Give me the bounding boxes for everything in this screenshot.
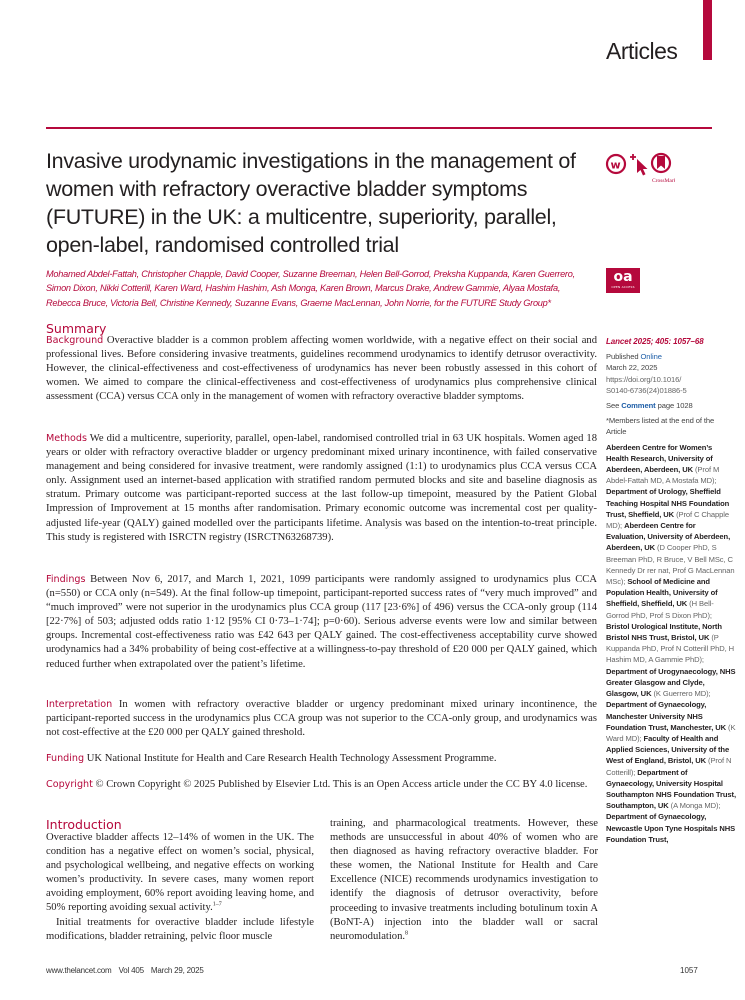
methods-text: We did a multicentre, superiority, parallel, open-label, randomised controlled trial in 63 UK hospitals. Women aged 18 years or older with refractory overactive bladder or urgency predominant mixed urinary incontinence, with failed conservative management and being considered for invasive treatment, were randomly assigned (1:1) to urodynamics plus CCA versus CCA only. Assignment used an internet-based application with stratified random permuted blocks and site and baseline diagnosis as stratum. Primary outcome was participant-reported success at the last follow-up timepoint, measured by the Patient Global Impression of Improvement at 15 months after randomisation. Primary economic outcome was incremental cost per quality-adjusted life-year (QALY) gained modelled over the participants lifetime. Analysis was based on the intention-to-treat principle. This study is registered with ISRCTN registry (ISRCTN63268739). <box>46 433 597 543</box>
affiliations <box>606 442 736 845</box>
findings-label: Findings <box>46 574 86 585</box>
affiliation-people: (Prof N Cotterill); <box>606 756 732 777</box>
affiliation-people: (K Guerrero MD); <box>653 689 711 699</box>
intro-paragraph-text: training, and pharmacological treatments. However, these methods are unsuccessful in about 40% of women who are then diagnosed as having refractory overactive bladder. For these women, the National Institute for Health and Care Excellence (NICE) recommends urodynamics investigation to identify the diagnosis of detrusor overactivity, before proceeding to invasive treatments including botulinum toxin A (BoNT-A) injection into the bladder wall or sacral neuromodulation. <box>330 818 598 942</box>
affiliation-institution: Department of Gynaecology, Manchester University NHS Foundation Trust, Manchester, UK <box>606 700 726 732</box>
affiliation-institution: Department of Urology, Sheffield Teaching Hospital NHS Foundation Trust, Sheffield, UK <box>606 487 730 519</box>
see-prefix: See <box>606 401 622 411</box>
abstract-background <box>46 334 597 404</box>
published-online-link[interactable]: Online <box>640 352 662 362</box>
open-access-badge <box>606 268 640 293</box>
funding-text: UK National Institute for Health and Care Research Health Technology Assessment Programme. <box>86 753 497 764</box>
citation-superscript[interactable]: 8 <box>405 930 409 937</box>
article-title: Invasive urodynamic investigations in the management of women with refractory overactive bladder symptoms (FUTURE) in the UK: a multicentre, superiority, parallel, open-label, randomised controlled trial <box>46 149 576 257</box>
abstract-interpretation <box>46 698 597 740</box>
affiliation-institution: Aberdeen Centre for Evaluation, University of Aberdeen, Aberdeen, UK <box>606 521 731 553</box>
see-suffix: page 1028 <box>655 401 693 411</box>
abstract-findings <box>46 573 597 672</box>
author-list: Mohamed Abdel-Fattah, Christopher Chapple, David Cooper, Suzanne Breeman, Helen Bell-Gorrod, Preksha Kuppanda, Karen Guerrero, Simon Dixon, Nikki Cotterill, Karen Ward, Hashim Hashim, Ash Monga, Karen Brown, Marcus Drake, Andrew Gammie, Alyaa Mostafa, Rebecca Bruce, Victoria Bell, Christine Kennedy, Suzanne Evans, Graeme MacLennan, John Norrie, for the FUTURE Study Group* <box>46 269 575 308</box>
affiliation-institution: Department of Gynaecology, University Hospital Southampton NHS Foundation Trust, Southampton, UK <box>606 767 736 811</box>
published-prefix: Published <box>606 352 641 362</box>
affiliation-people: (K Ward MD); <box>606 722 736 743</box>
affiliation-institution: Department of Gynaecology, Newcastle Upon Tyne Hospitals NHS Foundation Trust, <box>606 812 736 844</box>
interpretation-text: In women with refractory overactive bladder or urgency predominant mixed urinary incontinence, the participant-reported success in the urodynamics plus CCA group was not superior to the CCA-only group, and urodynamics was not cost-effective at the £20 000 per QALY gained threshold. <box>46 699 597 739</box>
page-number: 1057 <box>680 966 698 975</box>
intro-paragraph-text: Overactive bladder affects 12–14% of women in the UK. The condition has a negative effect on women’s social, physical, and psychological wellbeing, and negative effects on working women’s productivity. In severe cases, many women report avoiding employment, 60% report avoiding leaving home, and 50% reporting avoiding sexual activity. <box>46 832 314 914</box>
affiliation-institution: Faculty of Health and Applied Sciences, University of the West of England, Bristol, UK <box>606 733 730 766</box>
funding-label: Funding <box>46 753 85 764</box>
publication-info <box>606 351 736 396</box>
section-label: Articles <box>606 38 678 64</box>
intro-paragraph: Initial treatments for overactive bladder include lifestyle modifications, bladder retraining, pelvic floor muscle <box>46 916 314 942</box>
abstract-funding <box>46 752 597 766</box>
background-label: Background <box>46 335 104 346</box>
affiliation-people: (P Kuppanda PhD, Prof N Cotterill PhD, H Hashim MD, A Gammie PhD); <box>606 633 734 665</box>
add-cursor-icon[interactable] <box>630 154 648 176</box>
crossmark-label: CrossMark <box>652 178 675 184</box>
affiliation-institution: School of Medicine and Population Health, University of Sheffield, Sheffield, UK <box>606 577 718 609</box>
affiliation-institution: Bristol Urological Institute, North Bristol NHS Trust, Bristol, UK <box>606 621 722 643</box>
page-footer <box>46 966 204 975</box>
crossmark-icon[interactable] <box>652 154 675 184</box>
affiliation-institution: Department of Urogynaecology, NHS Greater Glasgow and Clyde, Glasgow, UK <box>606 666 736 699</box>
introduction-heading: Introduction <box>46 817 122 832</box>
comment-link[interactable]: Comment <box>621 401 656 411</box>
affiliation-people: (A Monga MD); <box>670 801 721 811</box>
intro-paragraph <box>46 831 314 916</box>
findings-text: Between Nov 6, 2017, and March 1, 2021, 1099 participants were randomly assigned to urodynamics plus CCA (n=550) or CCA only (n=549). At the final follow-up timepoint, participant-reported success rates of “very much improved” and “much improved” were not superior in the urodynamics plus CCA group (117 [23·6%] of 496) versus the CCA-only group (114 [22·7%] of 503; adjusted odds ratio 1·12 [95% CI 0·73–1·74]; p=0·60). Serious adverse events were low and similar between groups. Incremental cost-effectiveness ratio was £42 643 per QALY gained. The cost-effectiveness acceptability curve showed urodynamics had a 34% probability of being cost-effective at a willingness-to-pay threshold of £20 000 per QALY gained, which reduced further when extrapolated over the patient’s lifetime. <box>46 574 597 670</box>
affiliation-people: (D Cooper PhD, S Breeman PhD, R Bruce, V Bell MSc, C Kennedy Dr rer nat, Prof G MacLennan MSc); <box>606 543 735 587</box>
oa-sublabel: OPEN ACCESS <box>611 285 635 289</box>
abstract-copyright <box>46 778 597 792</box>
journal-citation: Lancet 2025; 405: 1057–68 <box>606 337 704 346</box>
affiliation-people: (Prof C Chapple MD); <box>606 509 730 531</box>
see-comment <box>606 400 736 411</box>
abstract-methods <box>46 432 597 545</box>
article-sidebar <box>606 336 736 845</box>
doi-link[interactable]: https://doi.org/10.1016/ S0140-6736(24)01886-5 <box>606 374 687 395</box>
members-note: *Members listed at the end of the Article <box>606 416 715 437</box>
published-date: March 22, 2025 <box>606 363 658 373</box>
interpretation-label: Interpretation <box>46 699 113 710</box>
article-tools <box>605 151 675 185</box>
header-rule <box>46 127 712 129</box>
affiliation-institution: Aberdeen Centre for Women’s Health Research, University of Aberdeen, Aberdeen, UK <box>606 442 713 475</box>
affiliation-people: (Prof M Abdel-Fattah MD, A Mostafa MD); <box>606 465 720 486</box>
footer-date: March 29, 2025 <box>150 966 204 975</box>
affiliation-people: (H Bell-Gorrod PhD, Prof S Dixon PhD); <box>606 599 714 620</box>
background-text: Overactive bladder is a common problem affecting women worldwide, with a negative effect on their social and professional lives. Before considering invasive treatments, guidelines recommend urodynamics to identify detrusor overactivity. However, the clinical-effectiveness and cost-effectiveness of urodynamics has never been robustly assessed in this cohort of women. We aimed to compare the clinical-effectiveness and cost-effectiveness of urodynamics plus comprehensive clinical assessment (CCA) versus CCA only in the management of women with refractory overactive bladder symptoms. <box>46 335 597 403</box>
wiley-at-icon[interactable] <box>607 155 625 173</box>
journal-website-link[interactable]: www.thelancet.com <box>46 966 112 975</box>
copyright-label: Copyright <box>46 779 93 790</box>
header-accent-bar <box>703 0 712 60</box>
methods-label: Methods <box>46 433 87 444</box>
intro-paragraph <box>330 817 598 944</box>
introduction-right-column <box>330 817 598 944</box>
footer-volume: Vol 405 <box>118 966 144 975</box>
introduction-left-column <box>46 831 314 944</box>
copyright-text: © Crown Copyright © 2025 Published by Elsevier Ltd. This is an Open Access article under the CC BY 4.0 license. <box>95 779 588 790</box>
oa-label: oa <box>613 269 633 285</box>
citation-superscript[interactable]: 1–7 <box>212 901 222 908</box>
summary-heading: Summary <box>46 321 107 336</box>
svg-text:w: w <box>610 158 621 172</box>
